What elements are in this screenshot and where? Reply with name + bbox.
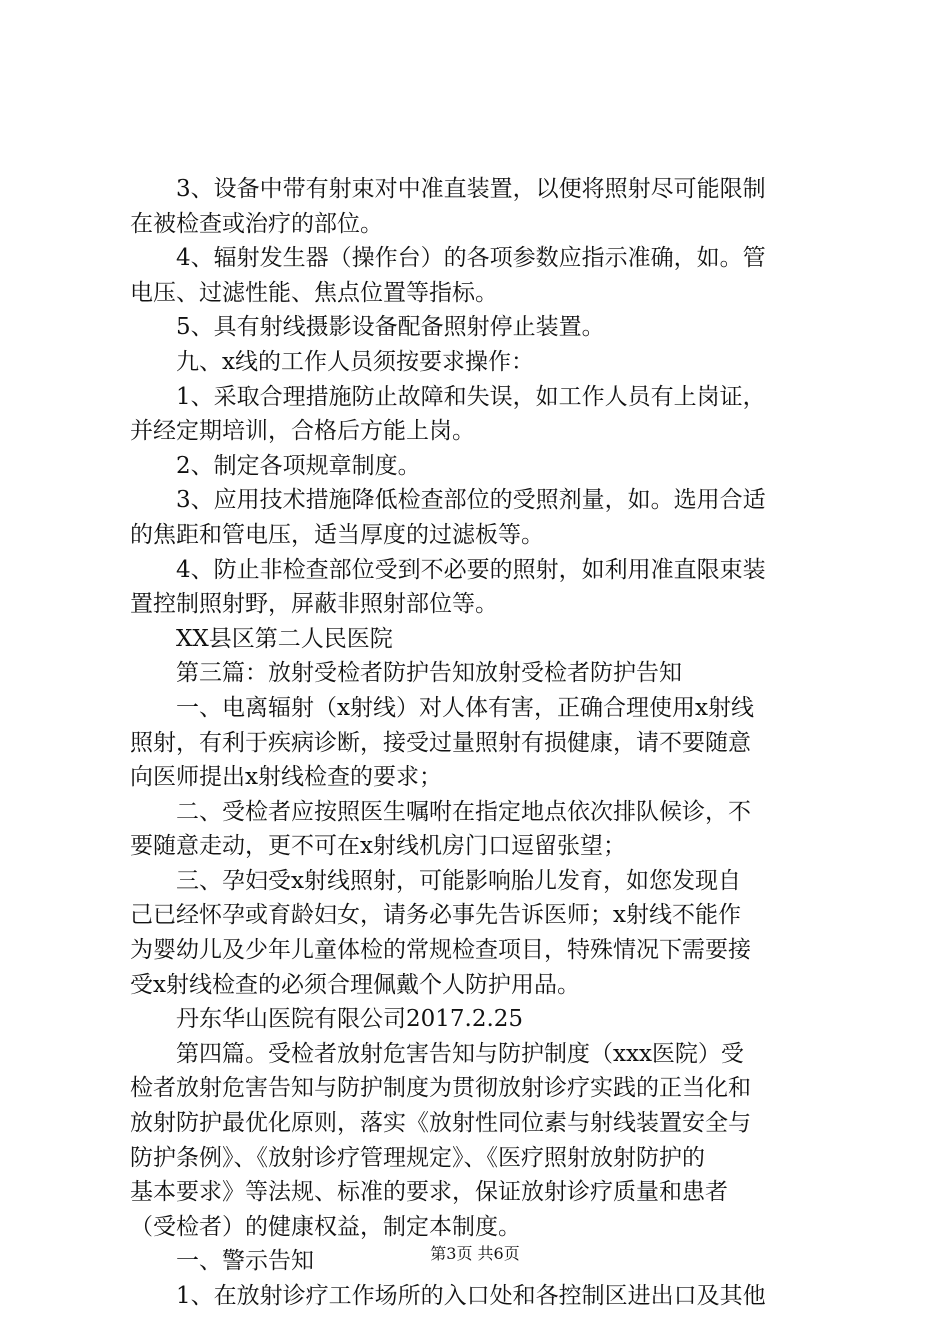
- text-line: 在被检查或治疗的部位。: [130, 210, 383, 237]
- text-line: 九、x线的工作人员须按要求操作：: [176, 348, 534, 375]
- text-line: 向医师提出x射线检查的要求；: [130, 764, 442, 791]
- text-line: 受x射线检查的必须合理佩戴个人防护用品。: [130, 971, 580, 998]
- text-line: 放射防护最优化原则，落实《放射性同位素与射线装置安全与: [130, 1110, 751, 1137]
- text-line: 丹东华山医院有限公司2017.2.25: [176, 1006, 524, 1033]
- text-line: 二、受检者应按照医生嘱咐在指定地点依次排队候诊，不: [176, 798, 751, 825]
- text-line: 电压、过滤性能、焦点位置等指标。: [130, 279, 498, 306]
- text-line: 一、警示告知: [176, 1248, 314, 1275]
- text-line: 照射，有利于疾病诊断，接受过量照射有损健康，请不要随意: [130, 729, 751, 756]
- text-line: 5、具有射线摄影设备配备照射停止装置。: [176, 314, 605, 341]
- text-line: 1、采取合理措施防止故障和失误，如工作人员有上岗证，: [176, 383, 766, 410]
- text-line: 2、制定各项规章制度。: [176, 452, 421, 479]
- document-body: [130, 172, 830, 1314]
- text-line: 检者放射危害告知与防护制度为贯彻放射诊疗实践的正当化和: [130, 1075, 751, 1102]
- text-line: 3、设备中带有射束对中准直装置，以便将照射尽可能限制: [176, 176, 766, 202]
- page-footer: [0, 1244, 950, 1264]
- text-line: 防护条例》、《放射诊疗管理规定》、《医疗照射放射防护的: [130, 1144, 705, 1171]
- text-line: 4、防止非检查部位受到不必要的照射，如利用准直限束装: [176, 556, 766, 583]
- text-line: 为婴幼儿及少年儿童体检的常规检查项目，特殊情况下需要接: [130, 937, 751, 964]
- text-line: 第四篇。受检者放射危害告知与防护制度（xxx医院）受: [176, 1040, 744, 1067]
- text-line: 置控制照射野，屏蔽非照射部位等。: [130, 591, 498, 618]
- text-line: 基本要求》等法规、标准的要求，保证放射诊疗质量和患者: [130, 1179, 728, 1206]
- text-line: 4、辐射发生器（操作台）的各项参数应指示准确，如。管: [176, 245, 766, 272]
- text-line: 己已经怀孕或育龄妇女，请务必事先告诉医师；x射线不能作: [130, 902, 741, 929]
- text-line: 1、在放射诊疗工作场所的入口处和各控制区进出口及其他: [176, 1283, 766, 1309]
- text-line: 的焦距和管电压，适当厚度的过滤板等。: [130, 521, 544, 548]
- text-line: 一、电离辐射（x射线）对人体有害，正确合理使用x射线: [176, 694, 754, 721]
- text-line: 第三篇：放射受检者防护告知放射受检者防护告知: [176, 660, 682, 687]
- text-line: （受检者）的健康权益，制定本制度。: [130, 1213, 521, 1240]
- text-line: 三、孕妇受x射线照射，可能影响胎儿发育，如您发现自: [176, 867, 741, 894]
- text-line: 3、应用技术措施降低检查部位的受照剂量，如。选用合适: [176, 487, 766, 514]
- page-number-label: 第3页 共6页: [430, 1244, 520, 1263]
- text-line: 并经定期培训，合格后方能上岗。: [130, 418, 475, 445]
- text-line: 要随意走动，更不可在x射线机房门口逗留张望；: [130, 833, 626, 860]
- text-line: XX县区第二人民医院: [176, 625, 393, 652]
